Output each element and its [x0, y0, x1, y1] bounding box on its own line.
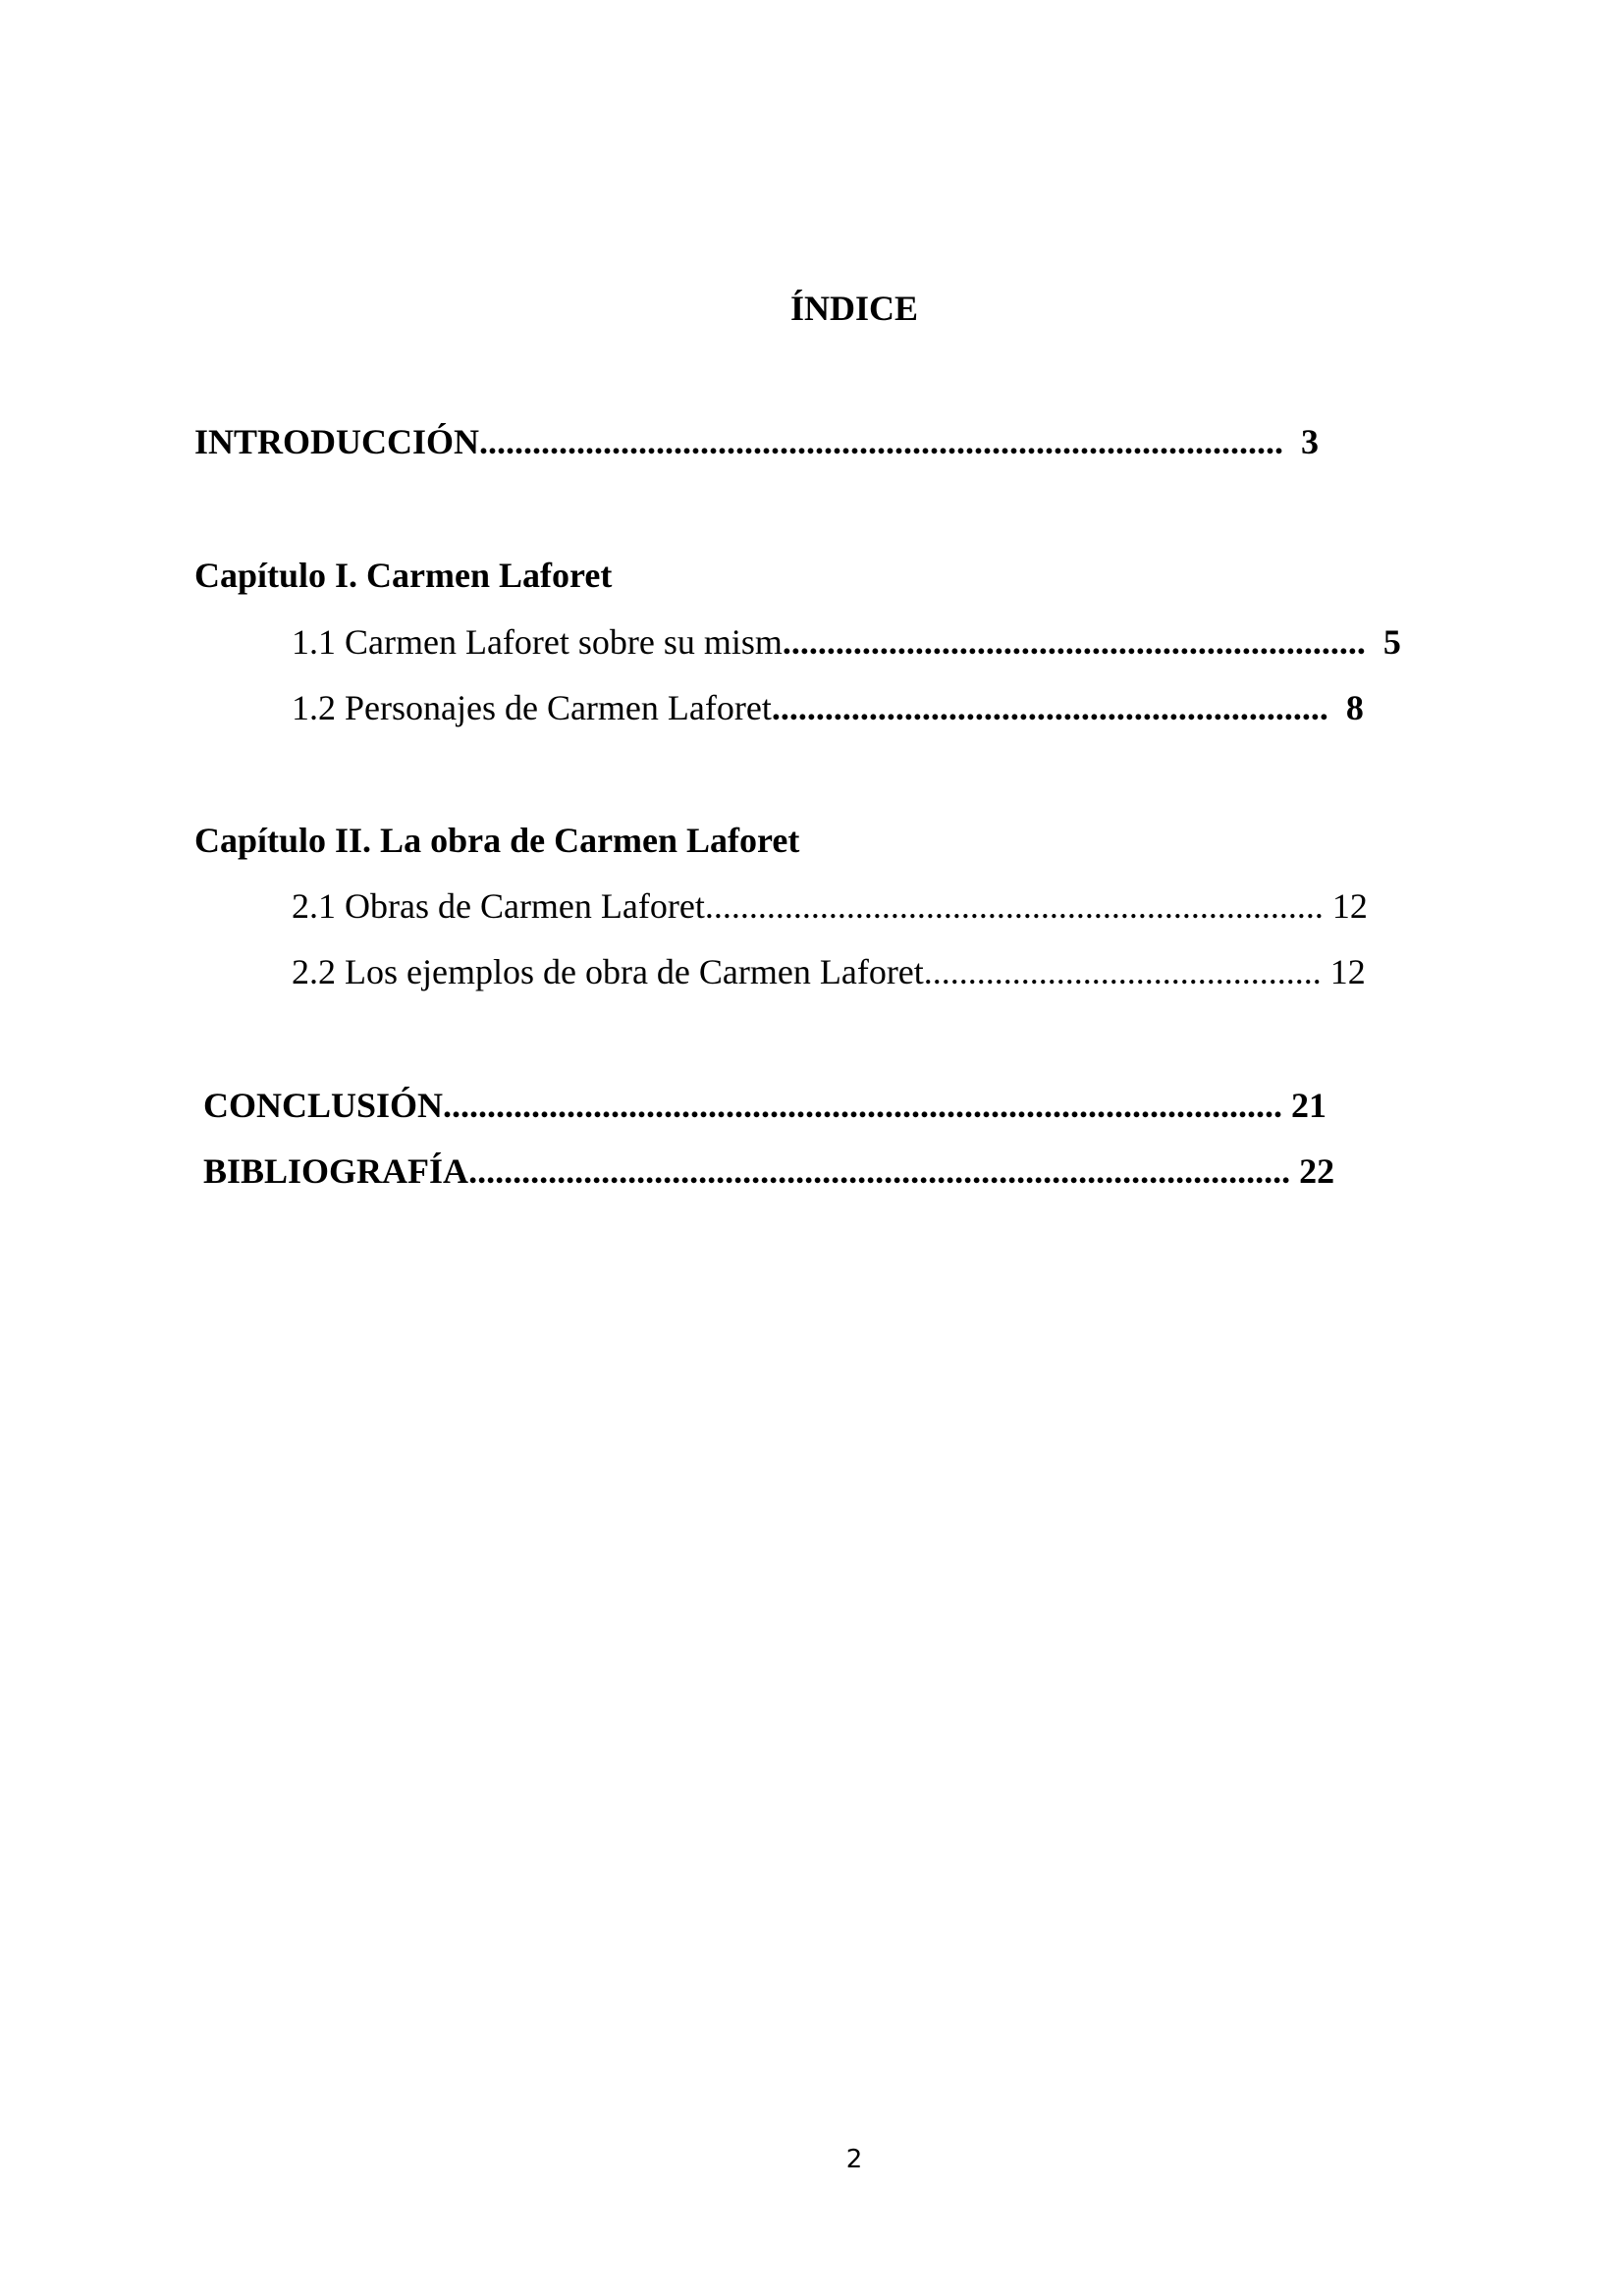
toc-chapter-1-heading: Capítulo I. Carmen Laforet — [194, 556, 613, 595]
toc-chapter-2-heading: Capítulo II. La obra de Carmen Laforet — [194, 821, 800, 860]
toc-entry-1-1 — [292, 620, 1401, 664]
toc-leader-dots: ...................................................................... — [704, 886, 1324, 926]
toc-page-number: 5 — [1382, 622, 1401, 662]
page-number: 2 — [845, 2145, 863, 2174]
toc-leader-dots: .................................................................. — [782, 622, 1366, 662]
toc-entry-2-2 — [292, 950, 1366, 993]
toc-page-number: 8 — [1345, 688, 1364, 727]
toc-page-number: 21 — [1291, 1086, 1327, 1125]
toc-page-number: 12 — [1331, 886, 1368, 926]
toc-entry-conclusion — [203, 1084, 1326, 1127]
toc-entry-label: 2.2 Los ejemplos de obra de Carmen Laforet — [292, 952, 924, 991]
toc-leader-dots: ........................................................................................... — [479, 422, 1284, 461]
toc-page-number: 22 — [1299, 1151, 1335, 1191]
toc-entry-label: BIBLIOGRAFÍA — [203, 1151, 469, 1191]
toc-entry-label: INTRODUCCIÓN — [194, 422, 480, 461]
toc-leader-dots: ............................................................... — [771, 688, 1328, 727]
toc-entry-label: 1.2 Personajes de Carmen Laforet — [292, 688, 772, 727]
toc-entry-label: 2.1 Obras de Carmen Laforet — [292, 886, 705, 926]
toc-entry-label: CONCLUSIÓN — [203, 1086, 444, 1125]
toc-leader-dots: ............................................................................................... — [443, 1086, 1283, 1125]
toc-title: ÍNDICE — [789, 289, 919, 328]
toc-entry-introduction — [194, 420, 1319, 463]
toc-entry-label: 1.1 Carmen Laforet sobre su mism — [292, 622, 783, 662]
toc-page-number: 3 — [1301, 422, 1320, 461]
toc-page-number: 12 — [1329, 952, 1366, 991]
toc-leader-dots: ............................................. — [923, 952, 1322, 991]
toc-entry-1-2 — [292, 686, 1364, 729]
toc-entry-2-1 — [292, 884, 1368, 928]
toc-leader-dots: ............................................................................................. — [468, 1151, 1291, 1191]
toc-entry-bibliography — [203, 1149, 1334, 1193]
